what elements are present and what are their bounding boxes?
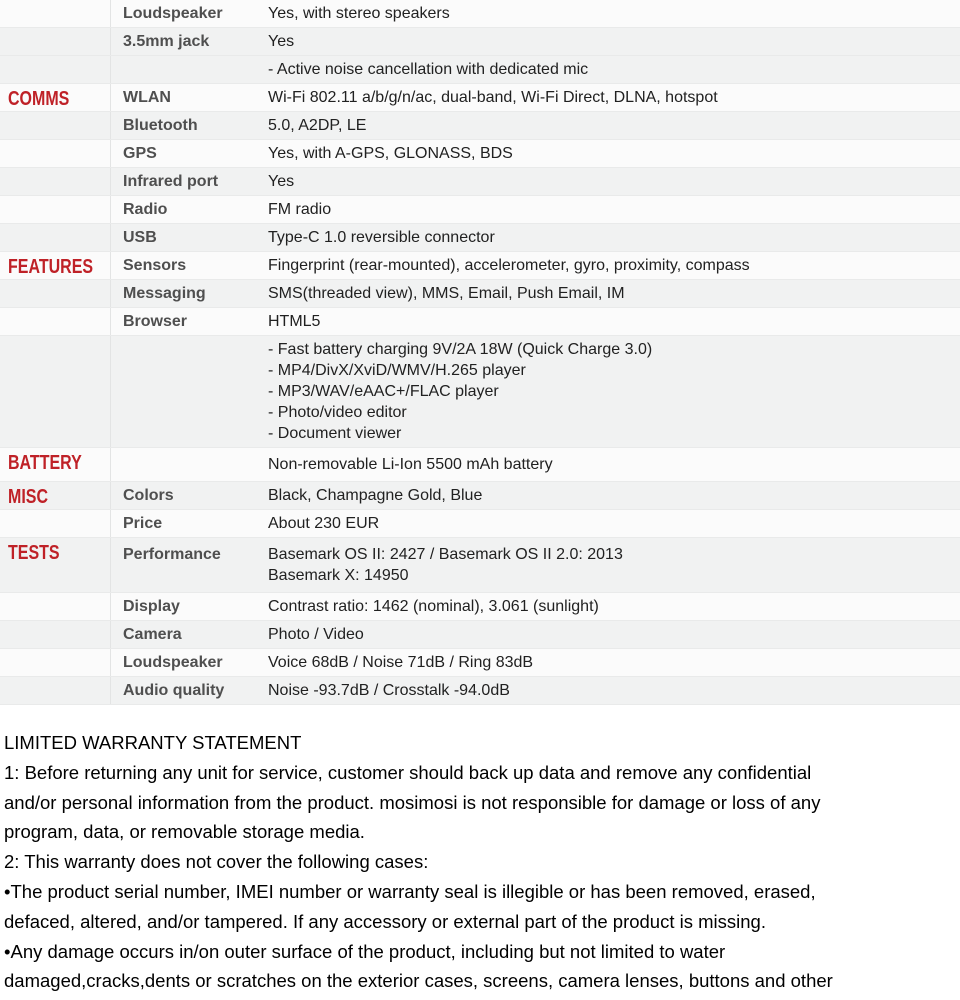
section-cell — [0, 448, 110, 481]
spec-value — [268, 448, 960, 481]
spec-row — [0, 252, 960, 280]
spec-row — [0, 112, 960, 140]
spec-label — [110, 336, 268, 447]
spec-value — [268, 168, 960, 195]
spec-row — [0, 336, 960, 448]
section-cell — [0, 56, 110, 83]
spec-value-line: Yes, with stereo speakers — [268, 5, 450, 22]
spec-value — [268, 28, 960, 55]
spec-value-line: Basemark X: 14950 — [268, 567, 409, 584]
spec-value-line: Yes, with A-GPS, GLONASS, BDS — [268, 145, 513, 162]
section-cell — [0, 84, 110, 111]
spec-row — [0, 84, 960, 112]
spec-value-line: FM radio — [268, 201, 332, 218]
section-title: COMMS — [8, 88, 70, 110]
spec-row — [0, 621, 960, 649]
warranty-line: damaged,cracks,dents or scratches on the exterior cases, screens, camera lenses, buttons and other — [4, 970, 833, 992]
warranty-line: and/or personal information from the product. mosimosi is not responsible for damage or loss of any — [4, 791, 821, 813]
spec-label: Colors — [110, 482, 268, 509]
spec-value-line: Yes — [268, 173, 295, 190]
spec-label: USB — [110, 224, 268, 251]
warranty-line: 1: Before returning any unit for service, customer should back up data and remove any confidential — [4, 761, 812, 783]
spec-label: Audio quality — [110, 677, 268, 704]
section-cell — [0, 224, 110, 251]
section-title: MISC — [8, 486, 48, 508]
spec-row — [0, 168, 960, 196]
spec-label: WLAN — [110, 84, 268, 111]
section-cell — [0, 308, 110, 335]
spec-value — [268, 621, 960, 648]
spec-row — [0, 0, 960, 28]
spec-row — [0, 280, 960, 308]
spec-value-line: - MP3/WAV/eAAC+/FLAC player — [268, 383, 499, 400]
spec-value — [268, 56, 960, 83]
spec-row — [0, 593, 960, 621]
spec-value — [268, 649, 960, 676]
warranty-line: program, data, or removable storage media. — [4, 821, 365, 843]
spec-value-line: Contrast ratio: 1462 (nominal), 3.061 (sunlight) — [268, 598, 599, 615]
warranty-title: LIMITED WARRANTY STATEMENT — [4, 732, 302, 753]
spec-label: Performance — [110, 538, 268, 592]
section-title: TESTS — [8, 542, 60, 564]
spec-value-line: HTML5 — [268, 313, 321, 330]
spec-value-line: Yes — [268, 33, 295, 50]
spec-label: Bluetooth — [110, 112, 268, 139]
spec-value-line: Fingerprint (rear-mounted), accelerometer, gyro, proximity, compass — [268, 257, 750, 274]
spec-value — [268, 538, 960, 592]
section-cell — [0, 336, 110, 447]
spec-value-line: Photo / Video — [268, 626, 364, 643]
spec-value — [268, 140, 960, 167]
spec-value — [268, 336, 960, 447]
section-cell — [0, 482, 110, 509]
section-cell — [0, 280, 110, 307]
spec-label — [110, 56, 268, 83]
spec-value-line: Voice 68dB / Noise 71dB / Ring 83dB — [268, 654, 534, 671]
section-cell — [0, 538, 110, 592]
section-cell — [0, 0, 110, 27]
spec-label: Sensors — [110, 252, 268, 279]
spec-row — [0, 308, 960, 336]
spec-row — [0, 538, 960, 593]
spec-value — [268, 510, 960, 537]
spec-label: Loudspeaker — [110, 649, 268, 676]
warranty-line: •The product serial number, IMEI number or warranty seal is illegible or has been removed, erased, — [4, 880, 816, 902]
section-cell — [0, 593, 110, 620]
spec-value — [268, 224, 960, 251]
spec-row — [0, 56, 960, 84]
spec-label: Messaging — [110, 280, 268, 307]
spec-row — [0, 224, 960, 252]
spec-value — [268, 677, 960, 704]
spec-label: Display — [110, 593, 268, 620]
spec-value — [268, 112, 960, 139]
spec-value — [268, 0, 960, 27]
spec-value — [268, 196, 960, 223]
spec-value — [268, 593, 960, 620]
section-cell — [0, 677, 110, 704]
spec-row — [0, 28, 960, 56]
spec-row — [0, 482, 960, 510]
spec-value-line: - Document viewer — [268, 425, 402, 442]
spec-value-line: - Fast battery charging 9V/2A 18W (Quick Charge 3.0) — [268, 341, 653, 358]
warranty-body — [4, 758, 950, 996]
spec-row — [0, 196, 960, 224]
warranty-section — [0, 728, 960, 996]
section-title: FEATURES — [8, 256, 94, 278]
spec-value-line: About 230 EUR — [268, 515, 380, 532]
section-title: BATTERY — [8, 452, 82, 474]
spec-label: Browser — [110, 308, 268, 335]
spec-label: Loudspeaker — [110, 0, 268, 27]
warranty-line: •Any damage occurs in/on outer surface of the product, including but not limited to water — [4, 940, 726, 962]
spec-value-line: Black, Champagne Gold, Blue — [268, 487, 483, 504]
spec-value-line: Type-C 1.0 reversible connector — [268, 229, 495, 246]
spec-label: Infrared port — [110, 168, 268, 195]
spec-row — [0, 510, 960, 538]
section-cell — [0, 28, 110, 55]
section-cell — [0, 621, 110, 648]
spec-value-line: - MP4/DivX/XviD/WMV/H.265 player — [268, 362, 526, 379]
spec-value-line: - Photo/video editor — [268, 404, 407, 421]
spec-value-line: Basemark OS II: 2427 / Basemark OS II 2.0: 2013 — [268, 546, 623, 563]
spec-label: GPS — [110, 140, 268, 167]
spec-value — [268, 482, 960, 509]
section-cell — [0, 510, 110, 537]
section-cell — [0, 196, 110, 223]
spec-value-line: 5.0, A2DP, LE — [268, 117, 367, 134]
section-cell — [0, 168, 110, 195]
warranty-line: 2: This warranty does not cover the following cases: — [4, 851, 429, 873]
spec-value — [268, 308, 960, 335]
spec-value-line: Non-removable Li-Ion 5500 mAh battery — [268, 456, 553, 473]
spec-row — [0, 677, 960, 705]
spec-label — [110, 448, 268, 481]
spec-label: Radio — [110, 196, 268, 223]
section-cell — [0, 252, 110, 279]
spec-row — [0, 448, 960, 482]
spec-label: Price — [110, 510, 268, 537]
spec-value-line: SMS(threaded view), MMS, Email, Push Email, IM — [268, 285, 625, 302]
spec-value-line: Wi-Fi 802.11 a/b/g/n/ac, dual-band, Wi-Fi Direct, DLNA, hotspot — [268, 89, 718, 106]
section-cell — [0, 140, 110, 167]
spec-value — [268, 280, 960, 307]
warranty-line: defaced, altered, and/or tampered. If any accessory or external part of the product is missing. — [4, 910, 766, 932]
spec-value — [268, 84, 960, 111]
spec-value — [268, 252, 960, 279]
spec-value-line: - Active noise cancellation with dedicated mic — [268, 61, 589, 78]
spec-row — [0, 649, 960, 677]
spec-label: Camera — [110, 621, 268, 648]
spec-label: 3.5mm jack — [110, 28, 268, 55]
section-cell — [0, 649, 110, 676]
section-cell — [0, 112, 110, 139]
spec-row — [0, 140, 960, 168]
spec-value-line: Noise -93.7dB / Crosstalk -94.0dB — [268, 682, 510, 699]
